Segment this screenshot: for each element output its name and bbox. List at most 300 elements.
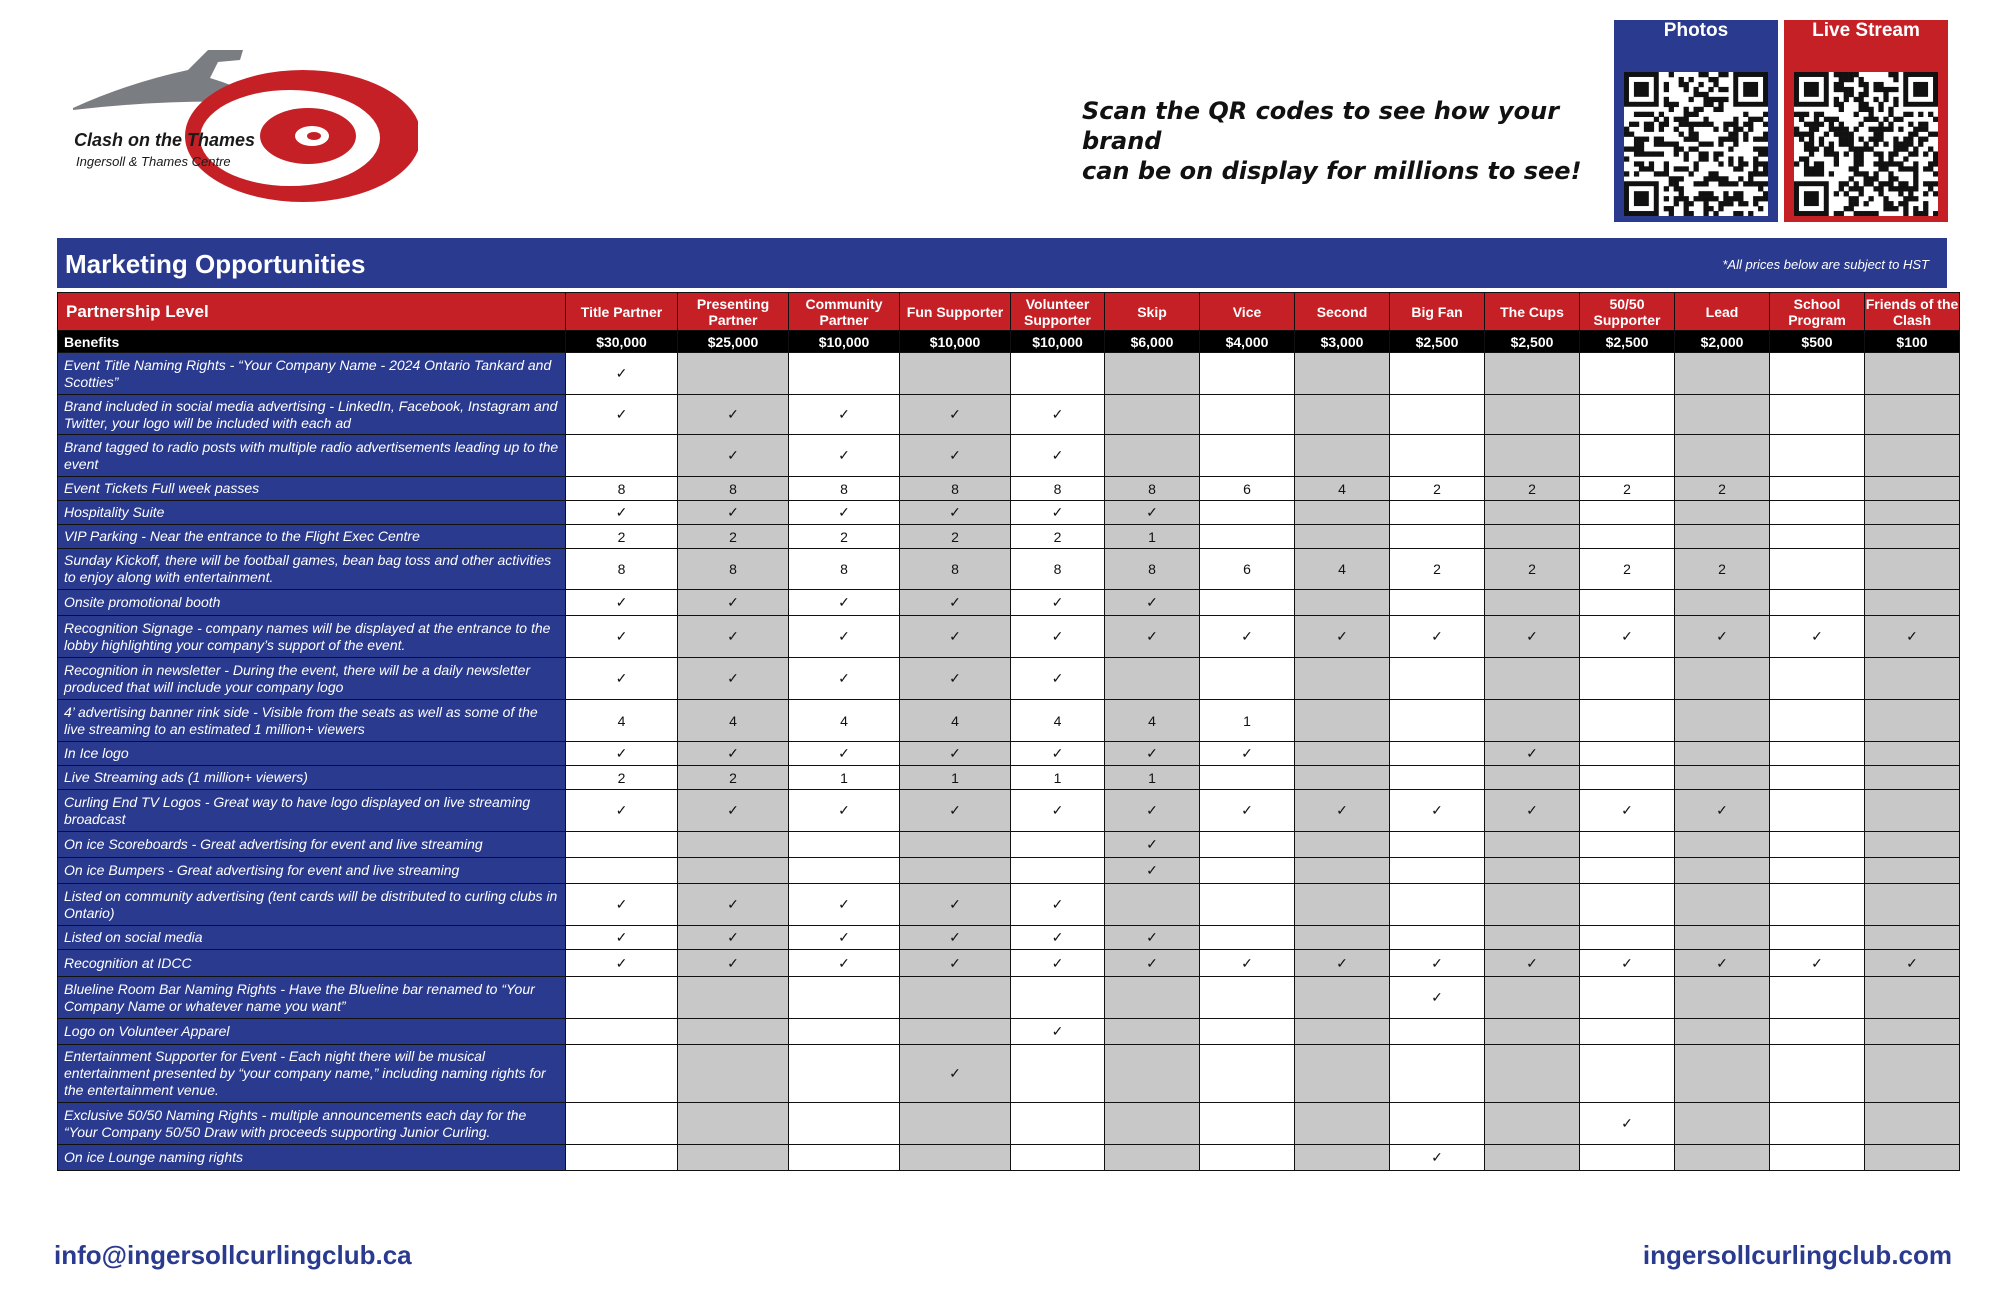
- benefit-cell: [1485, 353, 1580, 395]
- benefit-cell: 2: [1675, 549, 1770, 590]
- benefit-cell: [566, 858, 678, 884]
- benefit-label: On ice Scoreboards - Great advertising for event and live streaming: [58, 832, 566, 858]
- level-price: $2,500: [1390, 331, 1485, 353]
- benefit-cell: ✓: [1011, 926, 1105, 950]
- benefit-cell: [1865, 395, 1960, 435]
- benefit-cell: ✓: [1011, 590, 1105, 616]
- benefit-cell: [1770, 501, 1865, 525]
- benefit-cell: [1011, 858, 1105, 884]
- benefit-cell: [1580, 590, 1675, 616]
- benefit-cell: ✓: [1105, 790, 1200, 832]
- benefit-cell: [1580, 658, 1675, 700]
- benefit-cell: [1580, 977, 1675, 1019]
- table-row: [58, 884, 1960, 926]
- benefit-cell: [1580, 742, 1675, 766]
- benefit-cell: 2: [566, 766, 678, 790]
- tagline-line-1: Scan the QR codes to see how your brand: [1082, 97, 1560, 155]
- benefit-cell: [789, 1019, 900, 1045]
- benefit-cell: 2: [566, 525, 678, 549]
- benefit-cell: [789, 1145, 900, 1171]
- qr-photos-label: Photos: [1663, 20, 1729, 41]
- benefit-cell: [1865, 477, 1960, 501]
- benefit-cell: [1485, 977, 1580, 1019]
- benefit-cell: [1200, 1103, 1295, 1145]
- benefit-cell: [1770, 590, 1865, 616]
- benefit-cell: [1865, 549, 1960, 590]
- benefit-cell: [900, 977, 1011, 1019]
- benefit-cell: [1580, 926, 1675, 950]
- benefit-cell: ✓: [1485, 950, 1580, 977]
- benefit-cell: [1295, 700, 1390, 742]
- benefit-cell: 8: [678, 549, 789, 590]
- benefit-label: Recognition Signage - company names will be displayed at the entrance to the lobby highlighting your company’s support of the event.: [58, 616, 566, 658]
- benefit-cell: [1200, 766, 1295, 790]
- benefit-cell: ✓: [900, 658, 1011, 700]
- benefit-cell: ✓: [1011, 742, 1105, 766]
- marketing-header: [57, 238, 1947, 288]
- benefit-cell: ✓: [900, 790, 1011, 832]
- benefit-cell: [1011, 1103, 1105, 1145]
- benefit-cell: [1105, 395, 1200, 435]
- benefit-cell: [1390, 658, 1485, 700]
- photos-qr-code-icon[interactable]: [1624, 72, 1768, 216]
- benefit-cell: [1295, 742, 1390, 766]
- benefit-cell: [1580, 435, 1675, 477]
- benefit-cell: 4: [1011, 700, 1105, 742]
- benefit-label: On ice Lounge naming rights: [58, 1145, 566, 1171]
- benefit-cell: 2: [678, 766, 789, 790]
- level-name: Fun Supporter: [900, 293, 1011, 331]
- benefit-cell: 2: [1675, 477, 1770, 501]
- benefit-cell: [1675, 1103, 1770, 1145]
- section-title: Marketing Opportunities: [65, 249, 366, 279]
- benefit-cell: [1865, 884, 1960, 926]
- benefit-cell: [1200, 1045, 1295, 1103]
- benefit-cell: [1295, 590, 1390, 616]
- benefit-cell: [1390, 435, 1485, 477]
- benefit-cell: [1200, 501, 1295, 525]
- benefit-cell: [1295, 766, 1390, 790]
- benefit-cell: [566, 832, 678, 858]
- benefit-cell: [1865, 590, 1960, 616]
- benefit-cell: [1485, 1145, 1580, 1171]
- benefit-cell: ✓: [1485, 742, 1580, 766]
- benefit-cell: [678, 1103, 789, 1145]
- benefit-cell: [900, 353, 1011, 395]
- benefit-cell: ✓: [678, 501, 789, 525]
- benefit-cell: ✓: [566, 616, 678, 658]
- benefit-cell: ✓: [678, 616, 789, 658]
- benefit-cell: [1200, 977, 1295, 1019]
- level-name: The Cups: [1485, 293, 1580, 331]
- table-row: [58, 832, 1960, 858]
- benefit-cell: ✓: [1011, 616, 1105, 658]
- benefit-label: Recognition at IDCC: [58, 950, 566, 977]
- benefit-cell: [1770, 884, 1865, 926]
- level-price: $500: [1770, 331, 1865, 353]
- benefit-cell: ✓: [1105, 616, 1200, 658]
- benefit-cell: [1485, 590, 1580, 616]
- benefit-cell: [1770, 742, 1865, 766]
- benefit-cell: [566, 1145, 678, 1171]
- tagline-line-2: can be on display for millions to see!: [1082, 157, 1582, 185]
- level-name: School Program: [1770, 293, 1865, 331]
- benefit-cell: ✓: [789, 742, 900, 766]
- benefit-cell: [678, 1019, 789, 1045]
- table-row: [58, 790, 1960, 832]
- benefit-cell: 6: [1200, 549, 1295, 590]
- benefit-cell: ✓: [1105, 590, 1200, 616]
- benefit-cell: [1105, 1045, 1200, 1103]
- benefit-cell: [1295, 501, 1390, 525]
- table-row: [58, 700, 1960, 742]
- benefit-cell: 2: [1390, 477, 1485, 501]
- benefit-cell: 1: [1105, 766, 1200, 790]
- benefit-cell: [1390, 742, 1485, 766]
- benefit-cell: ✓: [1105, 742, 1200, 766]
- benefit-cell: [1390, 700, 1485, 742]
- benefit-label: In Ice logo: [58, 742, 566, 766]
- benefit-cell: [789, 1045, 900, 1103]
- benefit-cell: ✓: [1295, 616, 1390, 658]
- benefit-cell: [1865, 926, 1960, 950]
- benefit-cell: [1390, 858, 1485, 884]
- benefit-cell: [1485, 1103, 1580, 1145]
- benefit-cell: 4: [1105, 700, 1200, 742]
- benefit-cell: [1295, 658, 1390, 700]
- table-row: [58, 950, 1960, 977]
- benefit-cell: ✓: [1390, 790, 1485, 832]
- benefit-cell: [1105, 884, 1200, 926]
- benefit-cell: [1865, 525, 1960, 549]
- benefit-cell: [678, 1145, 789, 1171]
- benefit-cell: [1770, 1019, 1865, 1045]
- benefit-cell: ✓: [678, 950, 789, 977]
- benefit-cell: ✓: [1200, 742, 1295, 766]
- benefit-cell: ✓: [1011, 395, 1105, 435]
- benefit-cell: [1011, 832, 1105, 858]
- benefit-cell: [1770, 766, 1865, 790]
- benefit-cell: [1200, 353, 1295, 395]
- benefit-cell: ✓: [1200, 790, 1295, 832]
- benefit-cell: [1580, 395, 1675, 435]
- benefit-cell: ✓: [900, 395, 1011, 435]
- live-stream-qr-code-icon[interactable]: [1794, 72, 1938, 216]
- benefit-label: Recognition in newsletter - During the event, there will be a daily newsletter produced that will include your company logo: [58, 658, 566, 700]
- benefit-label: Curling End TV Logos - Great way to have logo displayed on live streaming broadcast: [58, 790, 566, 832]
- benefit-cell: ✓: [1011, 950, 1105, 977]
- benefit-cell: [1390, 395, 1485, 435]
- benefit-cell: ✓: [900, 435, 1011, 477]
- benefit-cell: [789, 858, 900, 884]
- benefit-cell: 2: [1485, 549, 1580, 590]
- level-price: $25,000: [678, 331, 789, 353]
- benefit-cell: [678, 353, 789, 395]
- benefit-cell: [1770, 977, 1865, 1019]
- benefit-cell: ✓: [1011, 1019, 1105, 1045]
- level-name: Volunteer Supporter: [1011, 293, 1105, 331]
- benefit-cell: [1200, 435, 1295, 477]
- benefit-cell: [1770, 790, 1865, 832]
- level-name: Lead: [1675, 293, 1770, 331]
- benefit-cell: [566, 1045, 678, 1103]
- benefit-cell: [1770, 549, 1865, 590]
- benefit-label: Exclusive 50/50 Naming Rights - multiple announcements each day for the “Your Company 50/50 Draw with proceeds supporting Junior Curling.: [58, 1103, 566, 1145]
- benefit-cell: [1485, 700, 1580, 742]
- benefit-cell: [1675, 766, 1770, 790]
- benefit-cell: [1675, 742, 1770, 766]
- benefit-cell: [1011, 353, 1105, 395]
- benefit-cell: ✓: [1011, 790, 1105, 832]
- benefit-cell: [1580, 1045, 1675, 1103]
- level-name: Community Partner: [789, 293, 900, 331]
- benefit-cell: [1675, 590, 1770, 616]
- benefit-cell: [1295, 525, 1390, 549]
- logo-title: Clash on the Thames: [74, 130, 256, 150]
- benefit-cell: ✓: [678, 926, 789, 950]
- benefit-cell: [566, 1019, 678, 1045]
- benefit-cell: ✓: [1011, 501, 1105, 525]
- benefit-label: Brand included in social media advertising - LinkedIn, Facebook, Instagram and Twitter, your logo will be included with each ad: [58, 395, 566, 435]
- level-name: Presenting Partner: [678, 293, 789, 331]
- benefit-cell: [1770, 525, 1865, 549]
- level-price: $30,000: [566, 331, 678, 353]
- benefit-cell: [1485, 766, 1580, 790]
- level-price: $3,000: [1295, 331, 1390, 353]
- benefit-cell: 4: [678, 700, 789, 742]
- benefit-cell: ✓: [678, 435, 789, 477]
- benefit-cell: ✓: [900, 501, 1011, 525]
- benefit-cell: ✓: [1770, 616, 1865, 658]
- benefit-cell: ✓: [1105, 950, 1200, 977]
- benefit-cell: 1: [789, 766, 900, 790]
- benefit-cell: [789, 977, 900, 1019]
- benefit-cell: 1: [1105, 525, 1200, 549]
- benefit-cell: ✓: [1011, 435, 1105, 477]
- benefit-cell: ✓: [678, 658, 789, 700]
- benefit-cell: ✓: [789, 590, 900, 616]
- benefit-cell: [900, 832, 1011, 858]
- table-row: [58, 435, 1960, 477]
- benefit-cell: 1: [1011, 766, 1105, 790]
- benefit-cell: [1200, 884, 1295, 926]
- benefit-cell: [1770, 1103, 1865, 1145]
- benefit-label: Logo on Volunteer Apparel: [58, 1019, 566, 1045]
- benefit-cell: 8: [900, 477, 1011, 501]
- benefit-cell: [1390, 525, 1485, 549]
- benefit-cell: 8: [789, 477, 900, 501]
- benefit-cell: [1675, 1145, 1770, 1171]
- level-name: Big Fan: [1390, 293, 1485, 331]
- benefit-cell: [1675, 435, 1770, 477]
- table-row: [58, 658, 1960, 700]
- benefit-cell: [1865, 501, 1960, 525]
- benefit-cell: ✓: [1675, 616, 1770, 658]
- benefit-cell: ✓: [1105, 832, 1200, 858]
- table-row: [58, 477, 1960, 501]
- benefit-cell: [1295, 1019, 1390, 1045]
- benefit-cell: [1011, 1045, 1105, 1103]
- benefit-cell: [1675, 1045, 1770, 1103]
- benefit-cell: [1295, 977, 1390, 1019]
- benefit-cell: [1580, 1145, 1675, 1171]
- benefit-cell: ✓: [1580, 1103, 1675, 1145]
- footer-website-link[interactable]: ingersollcurlingclub.com: [1642, 1240, 1952, 1270]
- benefit-label: Blueline Room Bar Naming Rights - Have the Blueline bar renamed to “Your Company Name or whatever name you want”: [58, 977, 566, 1019]
- benefit-cell: [1390, 353, 1485, 395]
- benefit-cell: [1675, 501, 1770, 525]
- hst-note: *All prices below are subject to HST: [1722, 257, 1929, 272]
- benefit-cell: [900, 1145, 1011, 1171]
- benefit-cell: [1865, 742, 1960, 766]
- benefit-cell: [1770, 435, 1865, 477]
- footer-email-link[interactable]: info@ingersollcurlingclub.ca: [54, 1240, 412, 1270]
- benefit-cell: 6: [1200, 477, 1295, 501]
- benefit-cell: [1485, 501, 1580, 525]
- benefit-cell: ✓: [789, 950, 900, 977]
- benefit-cell: [1200, 926, 1295, 950]
- benefit-cell: ✓: [789, 616, 900, 658]
- logo-subtitle: Ingersoll & Thames Centre: [76, 154, 231, 169]
- table-row: [58, 926, 1960, 950]
- benefit-cell: 4: [789, 700, 900, 742]
- table-row: [58, 501, 1960, 525]
- benefit-cell: [1580, 766, 1675, 790]
- benefit-cell: 2: [900, 525, 1011, 549]
- benefit-cell: [1200, 1145, 1295, 1171]
- benefit-label: Event Title Naming Rights - “Your Company Name - 2024 Ontario Tankard and Scotties”: [58, 353, 566, 395]
- benefit-cell: [1105, 977, 1200, 1019]
- benefit-cell: ✓: [900, 884, 1011, 926]
- benefit-cell: [789, 353, 900, 395]
- benefit-cell: 8: [1105, 549, 1200, 590]
- level-price: $2,500: [1580, 331, 1675, 353]
- benefit-cell: ✓: [566, 658, 678, 700]
- benefit-cell: [1485, 1045, 1580, 1103]
- benefit-cell: [1295, 435, 1390, 477]
- benefit-cell: ✓: [566, 884, 678, 926]
- benefit-cell: [1295, 926, 1390, 950]
- benefit-cell: ✓: [1865, 616, 1960, 658]
- benefit-cell: [1580, 525, 1675, 549]
- benefit-cell: ✓: [789, 926, 900, 950]
- benefit-cell: ✓: [1295, 950, 1390, 977]
- benefit-cell: [1580, 700, 1675, 742]
- benefit-cell: 4: [566, 700, 678, 742]
- level-price: $6,000: [1105, 331, 1200, 353]
- benefit-cell: [1580, 1019, 1675, 1045]
- benefit-cell: 8: [900, 549, 1011, 590]
- benefit-cell: ✓: [566, 926, 678, 950]
- benefit-label: On ice Bumpers - Great advertising for event and live streaming: [58, 858, 566, 884]
- benefit-cell: [566, 977, 678, 1019]
- benefit-cell: [1580, 501, 1675, 525]
- benefit-cell: [1865, 977, 1960, 1019]
- benefit-cell: [1390, 766, 1485, 790]
- benefit-label: Onsite promotional booth: [58, 590, 566, 616]
- benefit-cell: [1485, 525, 1580, 549]
- benefit-cell: [1580, 858, 1675, 884]
- benefit-cell: [1105, 1145, 1200, 1171]
- benefit-cell: [1390, 1103, 1485, 1145]
- benefit-cell: [1770, 1045, 1865, 1103]
- benefit-cell: 1: [1200, 700, 1295, 742]
- benefit-cell: 2: [1580, 549, 1675, 590]
- benefit-cell: [1105, 1103, 1200, 1145]
- benefit-cell: [1105, 435, 1200, 477]
- benefit-cell: [1485, 658, 1580, 700]
- benefit-cell: ✓: [566, 353, 678, 395]
- benefit-cell: ✓: [789, 501, 900, 525]
- benefit-cell: [1295, 353, 1390, 395]
- benefit-cell: 8: [1011, 477, 1105, 501]
- benefit-cell: ✓: [789, 435, 900, 477]
- benefit-cell: [1485, 395, 1580, 435]
- benefit-cell: ✓: [566, 590, 678, 616]
- benefit-cell: [1200, 525, 1295, 549]
- benefit-cell: ✓: [1485, 790, 1580, 832]
- benefit-cell: [1675, 658, 1770, 700]
- benefit-cell: [1865, 700, 1960, 742]
- benefit-cell: ✓: [1011, 884, 1105, 926]
- benefit-cell: [1485, 884, 1580, 926]
- benefit-cell: [1390, 501, 1485, 525]
- benefit-cell: ✓: [900, 590, 1011, 616]
- benefit-cell: ✓: [566, 501, 678, 525]
- benefit-cell: [566, 1103, 678, 1145]
- benefit-cell: [1675, 858, 1770, 884]
- qr-photos[interactable]: [1614, 20, 1778, 222]
- table-row: [58, 1019, 1960, 1045]
- table-row: [58, 353, 1960, 395]
- benefit-cell: [1865, 435, 1960, 477]
- benefit-cell: [1580, 832, 1675, 858]
- benefit-label: Hospitality Suite: [58, 501, 566, 525]
- benefit-cell: 8: [678, 477, 789, 501]
- benefit-cell: ✓: [566, 950, 678, 977]
- benefit-cell: [1675, 832, 1770, 858]
- tagline: [1082, 96, 1602, 186]
- benefit-cell: 2: [789, 525, 900, 549]
- table-row: [58, 525, 1960, 549]
- benefit-cell: ✓: [678, 742, 789, 766]
- benefit-cell: 8: [1105, 477, 1200, 501]
- benefit-cell: [1390, 1045, 1485, 1103]
- benefit-cell: [1011, 1145, 1105, 1171]
- qr-live-stream[interactable]: [1784, 20, 1948, 222]
- benefit-label: VIP Parking - Near the entrance to the Flight Exec Centre: [58, 525, 566, 549]
- benefit-cell: [1485, 858, 1580, 884]
- benefit-cell: [1200, 858, 1295, 884]
- benefit-cell: [678, 832, 789, 858]
- benefit-cell: [678, 1045, 789, 1103]
- benefit-cell: ✓: [566, 395, 678, 435]
- benefit-cell: [1770, 700, 1865, 742]
- level-name: Friends of the Clash: [1865, 293, 1960, 331]
- benefit-cell: ✓: [1580, 616, 1675, 658]
- benefit-cell: ✓: [678, 884, 789, 926]
- benefit-cell: ✓: [789, 884, 900, 926]
- benefit-cell: ✓: [900, 1045, 1011, 1103]
- logo: [68, 48, 418, 208]
- table-row: [58, 977, 1960, 1019]
- benefit-cell: [1675, 353, 1770, 395]
- benefit-cell: [1390, 590, 1485, 616]
- level-price: $100: [1865, 331, 1960, 353]
- benefit-cell: [1390, 926, 1485, 950]
- level-name: Vice: [1200, 293, 1295, 331]
- level-header-row: [58, 293, 1960, 331]
